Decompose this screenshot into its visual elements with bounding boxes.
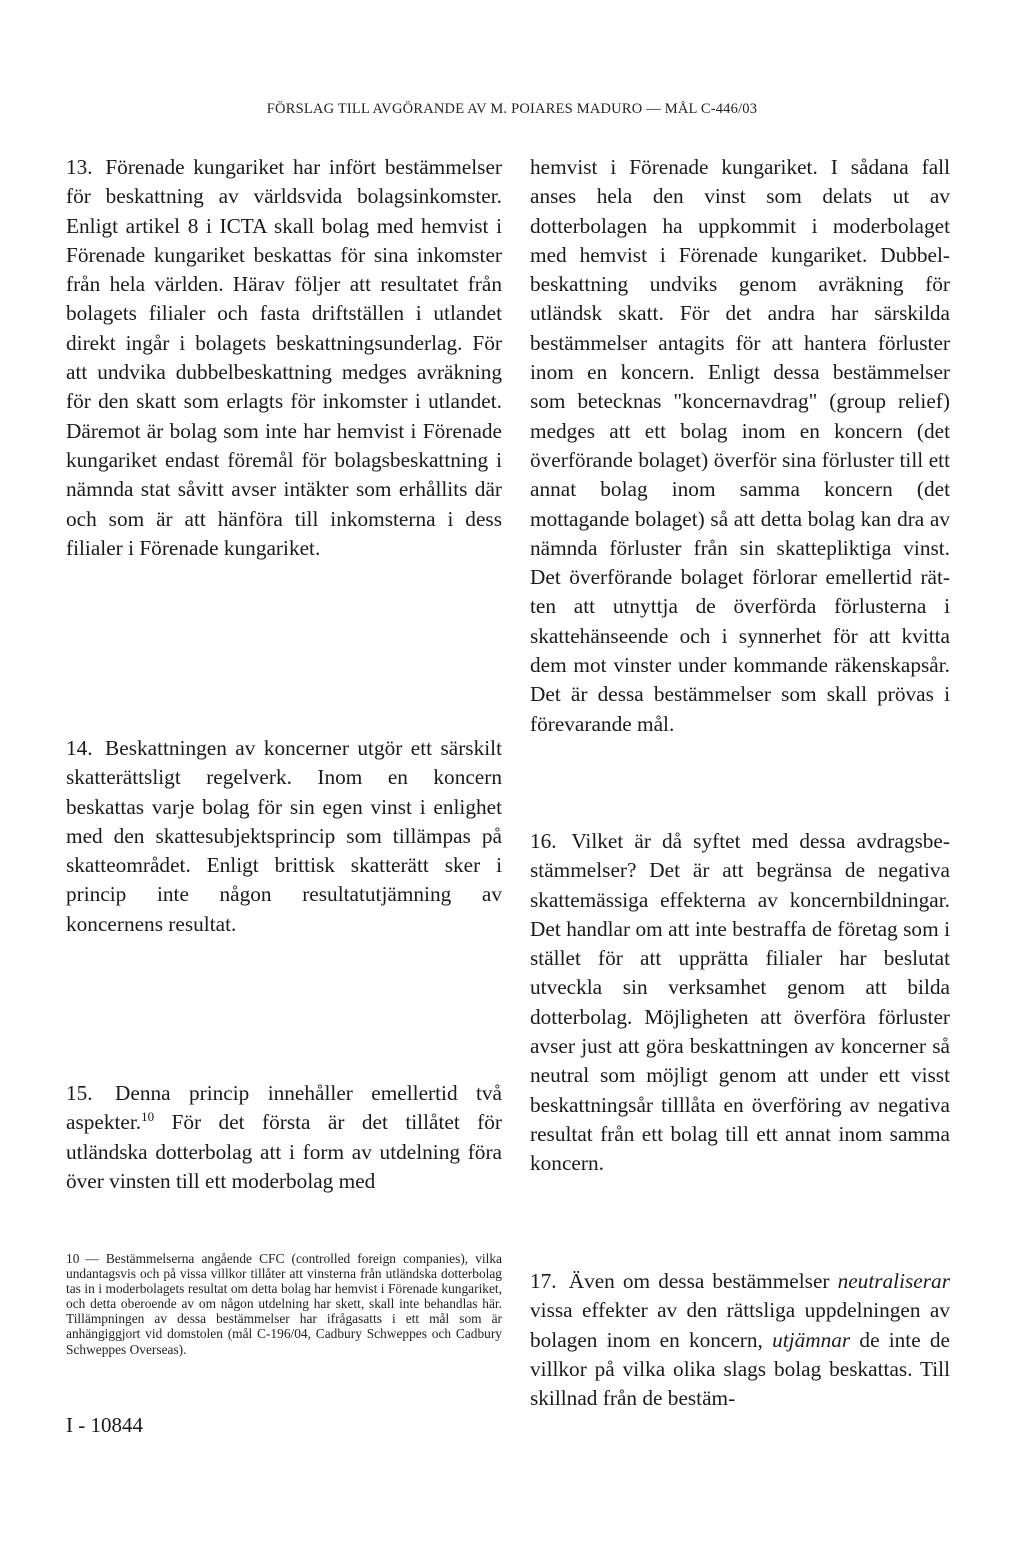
paragraph-15-continued bbox=[530, 153, 950, 739]
paragraph-15 bbox=[66, 1079, 502, 1196]
running-header: FÖRSLAG TILL AVGÖRANDE AV M. POIARES MADURO — MÅL C-446/03 bbox=[266, 101, 758, 117]
paragraph-17 bbox=[530, 1267, 950, 1413]
paragraph-number: 17. bbox=[530, 1269, 557, 1293]
paragraph-text: vissa effekter av den rättsliga uppdelningen av bolagen inom en koncern, bbox=[530, 1298, 950, 1352]
emphasis-text: utjämnar bbox=[772, 1327, 851, 1352]
paragraph-text: Även om dessa bestämmelser bbox=[568, 1269, 830, 1293]
footnote-text: — Bestämmelserna angående CFC (controlled foreign companies), vilka undantagsvis och på vissa villkor tillåter att vinsterna från utländska dotterbolag tas in i moderbolagets resultat om detta bolag har hemvist i Förenade kungariket, och detta oberoende av om någon utdelning har skett, skall inte behandlas här. Tillämpningen av dessa bestämmelser har ifrågasatts i ett mål som är anhängiggjort vid domstolen (mål C-196/04, Cadbury Schweppes och Cadbury Schweppes Overseas). bbox=[66, 1251, 502, 1357]
paragraph-text: Vilket är då syftet med dessa avdragsbestämmelser? Det är att begränsa de negativa skattemässiga effekterna av koncernbildningar. Det handlar om att inte bestraffa de företag som i stället för att upprätta filialer har beslutat utveckla sin verksamhet genom att bilda dotterbolag. Möjligheten att överföra förluster avser just att göra beskattningen av koncerner så neutral som möjligt genom att under ett visst beskattningsår tilllåta en överföring av negativa resultat från ett bolag till ett annat inom samma koncern. bbox=[530, 829, 950, 1176]
paragraph-text: Beskattningen av koncerner utgör ett särskilt skatterättsligt regelverk. Inom en koncern beskattas varje bolag för sin egen vinst i enlighet med den skattesubjektsprincip som tillämpas på skatteområdet. Enligt brittisk skatterätt sker i princip inte någon resultatutjämning av koncernens resultat. bbox=[66, 736, 502, 936]
paragraph-text: Förenade kungariket har infört bestämmelser för beskattning av världsvida bolagsinkomster. Enligt artikel 8 i ICTA skall bolag med hemvist i Förenade kungariket beskattas för sina inkomster från hela världen. Härav följer att resultatet från bolagets filialer och fasta driftställen i utlandet direkt ingår i bolagets beskattningsunderlag. För att undvika dubbelbeskattning medges avräkning för den skatt som erlagts för inkomster i utlandet. Däremot är bolag som inte har hemvist i Förenade kungariket endast föremål för bolagsbeskattning i nämnda stat såvitt avser intäkter som erhållits där och som är att hänföra till inkomsterna i dess filialer i Förenade kungariket. bbox=[66, 155, 502, 560]
paragraph-text: Denna princip innehåller emellertid två aspekter. bbox=[66, 1081, 503, 1135]
footnote-reference[interactable]: 10 bbox=[141, 1109, 155, 1125]
paragraph-number: 16. bbox=[530, 829, 557, 853]
emphasis-text: neutraliserar bbox=[837, 1269, 950, 1293]
footnote-number: 10 bbox=[66, 1251, 80, 1266]
paragraph-16 bbox=[530, 827, 950, 1179]
page-number: I - 10844 bbox=[66, 1413, 143, 1437]
paragraph-text: de inte de villkor på vilka olika slags bolag beskattas. Till skillnad från de bestäm- bbox=[530, 1327, 950, 1411]
paragraph-number: 15. bbox=[66, 1081, 93, 1105]
paragraph-text-continued: För det första är det tillåtet för utländska dotterbolag att i form av utdelning föra över vinsten till ett moderbolag med bbox=[66, 1110, 503, 1193]
footnote-10 bbox=[66, 1251, 502, 1357]
paragraph-text: hemvist i Förenade kungariket. I sådana fall anses hela den vinst som delats ut av dotterbolagen ha uppkommit i moderbolaget med hemvist i Förenade kungariket. Dubbelbeskattning undviks genom avräkning för utländsk skatt. För det andra har särskilda bestämmelser antagits för att hantera förluster inom en koncern. Enligt dessa bestämmelser som betecknas "koncernavdrag" (group relief) medges att ett bolag inom en koncern (det överförande bolaget) överför sina förluster till ett annat bolag inom samma koncern (det mottagande bolaget) så att detta bolag kan dra av nämnda förluster från sin skattepliktiga vinst. Det överförande bolaget förlorar emellertid rätten att utnyttja de överförda förlusterna i skattehänseende och i synnerhet för att kvitta dem mot vinster under kommande räkenskapsår. Det är dessa bestämmelser som skall prövas i förevarande mål. bbox=[530, 155, 950, 736]
paragraph-14 bbox=[66, 734, 502, 939]
paragraph-number: 13. bbox=[66, 155, 93, 179]
paragraph-13 bbox=[66, 153, 502, 563]
paragraph-number: 14. bbox=[66, 736, 93, 760]
